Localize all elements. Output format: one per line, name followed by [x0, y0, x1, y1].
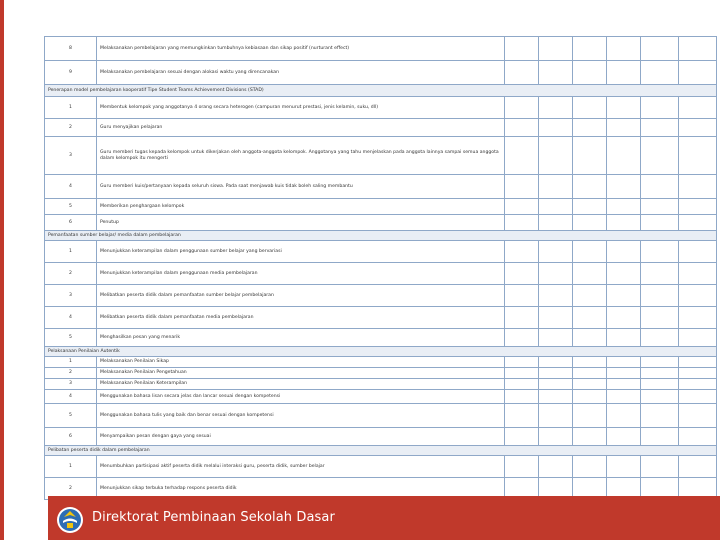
score-cell[interactable] — [505, 428, 539, 446]
score-cell[interactable] — [539, 199, 573, 215]
score-cell[interactable] — [573, 390, 607, 404]
score-cell[interactable] — [679, 307, 717, 329]
score-cell[interactable] — [607, 61, 641, 85]
score-cell[interactable] — [641, 137, 679, 175]
table-row — [45, 241, 717, 263]
score-cell[interactable] — [641, 329, 679, 347]
score-cell[interactable] — [573, 199, 607, 215]
score-cell[interactable] — [641, 241, 679, 263]
score-cell[interactable] — [539, 61, 573, 85]
score-cell[interactable] — [573, 37, 607, 61]
score-cell[interactable] — [539, 390, 573, 404]
score-cell[interactable] — [641, 199, 679, 215]
score-cell[interactable] — [539, 428, 573, 446]
score-cell[interactable] — [539, 456, 573, 478]
score-cell[interactable] — [505, 199, 539, 215]
score-cell[interactable] — [505, 119, 539, 137]
item-number: 8 — [45, 37, 97, 61]
section-row — [45, 231, 717, 241]
section-heading: Pelaksanaan Penilaian Autentik — [45, 347, 717, 357]
table-row — [45, 285, 717, 307]
table-row — [45, 175, 717, 199]
score-cell[interactable] — [539, 357, 573, 368]
item-number: 4 — [45, 175, 97, 199]
score-cell[interactable] — [607, 329, 641, 347]
score-cell[interactable] — [679, 61, 717, 85]
score-cell[interactable] — [607, 379, 641, 390]
observation-table — [44, 36, 717, 500]
score-cell[interactable] — [607, 137, 641, 175]
score-cell[interactable] — [505, 215, 539, 231]
item-description: Melaksanakan pembelajaran sesuai dengan alokasi waktu yang direncanakan — [97, 61, 505, 85]
score-cell[interactable] — [505, 97, 539, 119]
table-row — [45, 404, 717, 428]
item-description: Penutup — [97, 215, 505, 231]
item-number: 1 — [45, 456, 97, 478]
score-cell[interactable] — [539, 137, 573, 175]
score-cell[interactable] — [607, 263, 641, 285]
score-cell[interactable] — [573, 379, 607, 390]
section-row — [45, 446, 717, 456]
item-number: 2 — [45, 478, 97, 500]
score-cell[interactable] — [505, 404, 539, 428]
score-cell[interactable] — [539, 37, 573, 61]
item-number: 2 — [45, 263, 97, 285]
score-cell[interactable] — [607, 307, 641, 329]
left-accent-bar — [0, 0, 4, 540]
score-cell[interactable] — [641, 404, 679, 428]
score-cell[interactable] — [573, 97, 607, 119]
score-cell[interactable] — [573, 241, 607, 263]
table-row — [45, 37, 717, 61]
score-cell[interactable] — [679, 456, 717, 478]
item-number: 6 — [45, 215, 97, 231]
item-description: Menggunakan bahasa tulis yang baik dan benar sesuai dengan kompetensi — [97, 404, 505, 428]
item-number: 3 — [45, 137, 97, 175]
score-cell[interactable] — [539, 329, 573, 347]
score-cell[interactable] — [573, 456, 607, 478]
item-number: 5 — [45, 199, 97, 215]
item-number: 1 — [45, 241, 97, 263]
item-description: Menyampaikan pesan dengan gaya yang sesuai — [97, 428, 505, 446]
score-cell[interactable] — [505, 285, 539, 307]
item-number: 1 — [45, 97, 97, 119]
item-description: Membentuk kelompok yang anggotanya 4 orang secara heterogen (campuran menurut prestasi, jenis kelamin, suku, dll) — [97, 97, 505, 119]
footer-title-bold: Sekolah Dasar — [240, 510, 335, 525]
score-cell[interactable] — [505, 263, 539, 285]
score-cell[interactable] — [505, 379, 539, 390]
score-cell[interactable] — [679, 329, 717, 347]
score-cell[interactable] — [607, 199, 641, 215]
score-cell[interactable] — [679, 37, 717, 61]
table-row — [45, 368, 717, 379]
score-cell[interactable] — [573, 137, 607, 175]
item-description: Menunjukkan sikap terbuka terhadap respons peserta didik — [97, 478, 505, 500]
score-cell[interactable] — [607, 285, 641, 307]
footer-title-plain: Direktorat Pembinaan — [92, 510, 241, 525]
table-body — [45, 37, 717, 500]
score-cell[interactable] — [573, 329, 607, 347]
score-cell[interactable] — [573, 285, 607, 307]
score-cell[interactable] — [505, 368, 539, 379]
section-heading: Penerapan model pembelajaran kooperatif Tipe Student Teams Achievement Divisions (STAD) — [45, 85, 717, 97]
score-cell[interactable] — [679, 357, 717, 368]
item-number: 4 — [45, 390, 97, 404]
score-cell[interactable] — [539, 97, 573, 119]
table-row — [45, 61, 717, 85]
table-row — [45, 97, 717, 119]
item-description: Menunjukkan keterampilan dalam penggunaan sumber belajar yang bervariasi — [97, 241, 505, 263]
score-cell[interactable] — [539, 368, 573, 379]
item-description: Melibatkan peserta didik dalam pemanfaatan media pembelajaran — [97, 307, 505, 329]
score-cell[interactable] — [573, 404, 607, 428]
score-cell[interactable] — [679, 379, 717, 390]
score-cell[interactable] — [573, 368, 607, 379]
score-cell[interactable] — [679, 404, 717, 428]
score-cell[interactable] — [641, 368, 679, 379]
score-cell[interactable] — [505, 357, 539, 368]
score-cell[interactable] — [607, 404, 641, 428]
score-cell[interactable] — [679, 199, 717, 215]
footer-title — [92, 510, 335, 525]
item-number: 5 — [45, 329, 97, 347]
item-number: 4 — [45, 307, 97, 329]
score-cell[interactable] — [505, 137, 539, 175]
table-row — [45, 137, 717, 175]
score-cell[interactable] — [679, 119, 717, 137]
score-cell[interactable] — [607, 119, 641, 137]
score-cell[interactable] — [505, 241, 539, 263]
score-cell[interactable] — [607, 241, 641, 263]
score-cell[interactable] — [679, 263, 717, 285]
score-cell[interactable] — [641, 357, 679, 368]
item-number: 9 — [45, 61, 97, 85]
item-description: Melaksanakan Penilaian Sikap — [97, 357, 505, 368]
item-number: 2 — [45, 368, 97, 379]
score-cell[interactable] — [505, 307, 539, 329]
item-description: Guru memberi kuis/pertanyaan kepada seluruh siswa. Pada saat menjawab kuis tidak boleh saling membantu — [97, 175, 505, 199]
section-row — [45, 85, 717, 97]
item-description: Guru menyajikan pelajaran — [97, 119, 505, 137]
score-cell[interactable] — [679, 390, 717, 404]
score-cell[interactable] — [573, 263, 607, 285]
score-cell[interactable] — [607, 390, 641, 404]
score-cell[interactable] — [607, 37, 641, 61]
item-description: Melibatkan peserta didik dalam pemanfaatan sumber belajar pembelajaran — [97, 285, 505, 307]
score-cell[interactable] — [505, 37, 539, 61]
section-heading: Pelibatan peserta didik dalam pembelajaran — [45, 446, 717, 456]
score-cell[interactable] — [539, 285, 573, 307]
score-cell[interactable] — [505, 456, 539, 478]
score-cell[interactable] — [539, 241, 573, 263]
table-row — [45, 428, 717, 446]
score-cell[interactable] — [641, 428, 679, 446]
score-cell[interactable] — [679, 285, 717, 307]
score-cell[interactable] — [607, 456, 641, 478]
table-row — [45, 215, 717, 231]
item-number: 5 — [45, 404, 97, 428]
table-row — [45, 390, 717, 404]
table-row — [45, 263, 717, 285]
score-cell[interactable] — [573, 428, 607, 446]
score-cell[interactable] — [679, 175, 717, 199]
score-cell[interactable] — [573, 119, 607, 137]
score-cell[interactable] — [539, 263, 573, 285]
score-cell[interactable] — [641, 97, 679, 119]
score-cell[interactable] — [679, 215, 717, 231]
score-cell[interactable] — [573, 61, 607, 85]
score-cell[interactable] — [505, 390, 539, 404]
score-cell[interactable] — [641, 61, 679, 85]
score-cell[interactable] — [573, 357, 607, 368]
score-cell[interactable] — [539, 307, 573, 329]
score-cell[interactable] — [607, 215, 641, 231]
score-cell[interactable] — [641, 390, 679, 404]
item-number: 3 — [45, 379, 97, 390]
score-cell[interactable] — [573, 175, 607, 199]
score-cell[interactable] — [641, 263, 679, 285]
score-cell[interactable] — [641, 456, 679, 478]
item-description: Melaksanakan Penilaian Pengetahuan — [97, 368, 505, 379]
table-row — [45, 357, 717, 368]
item-description: Melaksanakan Penilaian Keterampilan — [97, 379, 505, 390]
table-row — [45, 456, 717, 478]
score-cell[interactable] — [679, 97, 717, 119]
score-cell[interactable] — [539, 404, 573, 428]
item-description: Menumbuhkan partisipasi aktif peserta didik melalui interaksi guru, peserta didik, sumber belajar — [97, 456, 505, 478]
tut-wuri-handayani-logo-icon — [56, 506, 84, 534]
score-cell[interactable] — [641, 175, 679, 199]
score-cell[interactable] — [539, 379, 573, 390]
item-description: Menggunakan bahasa lisan secara jelas dan lancar sesuai dengan kompetensi — [97, 390, 505, 404]
score-cell[interactable] — [539, 175, 573, 199]
score-cell[interactable] — [679, 137, 717, 175]
score-cell[interactable] — [607, 428, 641, 446]
table-row — [45, 307, 717, 329]
score-cell[interactable] — [539, 215, 573, 231]
item-description: Melaksanakan pembelajaran yang memungkinkan tumbuhnya kebiasaan dan sikap positif (nurturant effect) — [97, 37, 505, 61]
table-row — [45, 379, 717, 390]
table-row — [45, 329, 717, 347]
score-cell[interactable] — [539, 119, 573, 137]
item-description: Menghasilkan pesan yang menarik — [97, 329, 505, 347]
score-cell[interactable] — [641, 307, 679, 329]
item-number: 1 — [45, 357, 97, 368]
score-cell[interactable] — [607, 175, 641, 199]
score-cell[interactable] — [641, 379, 679, 390]
score-cell[interactable] — [679, 368, 717, 379]
table-row — [45, 119, 717, 137]
score-cell[interactable] — [607, 357, 641, 368]
score-cell[interactable] — [679, 241, 717, 263]
item-number: 2 — [45, 119, 97, 137]
score-cell[interactable] — [573, 307, 607, 329]
score-cell[interactable] — [505, 329, 539, 347]
item-number: 3 — [45, 285, 97, 307]
score-cell[interactable] — [607, 97, 641, 119]
section-row — [45, 347, 717, 357]
score-cell[interactable] — [505, 175, 539, 199]
score-cell[interactable] — [679, 428, 717, 446]
score-cell[interactable] — [641, 285, 679, 307]
score-cell[interactable] — [607, 368, 641, 379]
score-cell[interactable] — [641, 215, 679, 231]
item-description: Menunjukkan keterampilan dalam penggunaan media pembelajaran — [97, 263, 505, 285]
observation-sheet — [44, 36, 716, 500]
score-cell[interactable] — [641, 37, 679, 61]
item-number: 6 — [45, 428, 97, 446]
item-description: Memberikan penghargaan kelompok — [97, 199, 505, 215]
item-description: Guru memberi tugas kepada kelompok untuk dikerjakan oleh anggota-anggota kelompok. Anggotanya yang tahu menjelaskan pada anggota lainnya sampai semua anggota dalam kelompok itu mengerti — [97, 137, 505, 175]
section-heading: Pemanfaatan sumber belajar/ media dalam pembelajaran — [45, 231, 717, 241]
score-cell[interactable] — [641, 119, 679, 137]
score-cell[interactable] — [505, 61, 539, 85]
table-row — [45, 199, 717, 215]
score-cell[interactable] — [573, 215, 607, 231]
